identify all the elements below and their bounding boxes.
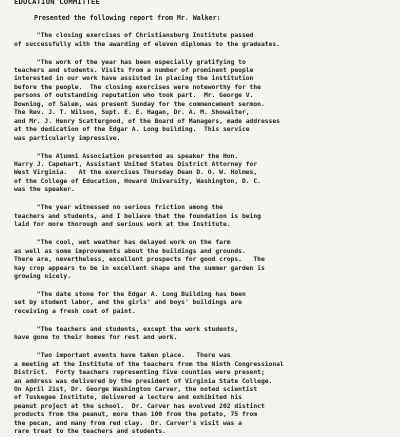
report-paragraph — [14, 32, 390, 49]
paragraph-line: "The Alumni Association presented as speaker the Hon. — [14, 152, 239, 160]
paragraph-line: the pecan, and many from red clay. Dr. Carver's visit was a — [14, 419, 242, 427]
paragraph-line: hay crop appears to be in excellent shape and the summer garden is — [14, 264, 265, 272]
paragraph-line: receiving a fresh coat of paint. — [14, 307, 136, 315]
paragraph-line: There are, nevertheless, excellent prospects for good crops. The — [14, 256, 265, 264]
paragraph-line: and Mr. J. Henry Scattergood, of the Board of Managers, made addresses — [14, 117, 280, 125]
paragraph-line: a meeting at the Institute of the teachers from the Ninth Congressional — [14, 360, 284, 368]
paragraph-line: was particularly impressive. — [14, 134, 121, 142]
report-paragraph — [14, 326, 390, 343]
paragraph-line: "The teachers and students, except the work students, — [14, 325, 239, 333]
paragraph-line: Harry J. Capehart, Assistant United States District Attorney for — [14, 160, 258, 168]
paragraph-line: growing nicely. — [14, 272, 71, 280]
intro-line: Presented the following report from Mr. Walker: — [34, 14, 221, 22]
paragraph-line: before the people. The closing exercises were noteworthy for the — [14, 83, 261, 91]
paragraph-line: Downing, of Salem, was present Sunday for the commencement sermon. — [14, 100, 265, 108]
report-paragraph — [14, 239, 390, 281]
paragraph-line: of the College of Education, Howard University, Washington, D. C. — [14, 177, 261, 185]
paragraph-line: of Tuskegee Institute, delivered a lecture and exhibited his — [14, 394, 242, 402]
report-body — [14, 32, 390, 437]
paragraph-line: laid for more thorough and serious work at the Institute. — [14, 221, 231, 229]
paragraph-line: products from the peanut, more than 100 from the potato, 75 from — [14, 411, 258, 419]
paragraph-line: The Rev. J. T. Wilson, Supt. E. E. Hagan, Dr. A. M. Showalter, — [14, 109, 250, 117]
paragraph-line: was the speaker. — [14, 186, 75, 194]
paragraph-line: teachers and students. Visits from a number of prominent people — [14, 66, 254, 74]
paragraph-line: an address was delivered by the president of Virginia State College. — [14, 377, 273, 385]
report-paragraph — [14, 291, 390, 316]
paragraph-line: persons of outstanding reputation who took part. Mr. George V. — [14, 92, 254, 100]
paragraph-line: West Virginia. At the exercises Thursday Dean D. O. W. Holmes, — [14, 169, 258, 177]
paragraph-line: "Two important events have taken place. There was — [14, 352, 231, 360]
paragraph-line: as well as some improvements about the buildings and grounds. — [14, 247, 246, 255]
paragraph-line: "The cool, wet weather has delayed work on the farm — [14, 239, 231, 247]
section-heading: EDUCATION COMMITTEE — [14, 0, 101, 6]
report-paragraph — [14, 59, 390, 144]
paragraph-line: set by student labor, and the girls' and boys' buildings are — [14, 299, 242, 307]
paragraph-line: District. Forty teachers representing five counties were present; — [14, 369, 265, 377]
report-paragraph — [14, 204, 390, 229]
paragraph-line: "The closing exercises of Christiansburg Institute passed — [14, 32, 254, 40]
paragraph-line: "The year witnessed no serious friction among the — [14, 204, 223, 212]
paragraph-line: teachers and students, and I believe that the foundation is being — [14, 212, 261, 220]
paragraph-line: have gone to their homes for rest and work. — [14, 334, 178, 342]
paragraph-line: On April 21st, Dr. George Washington Carver, the noted scientist — [14, 386, 258, 393]
paragraph-line: rare treat to the teachers and students. — [14, 428, 166, 436]
report-paragraph — [14, 153, 390, 195]
paragraph-line: of successfully with the awarding of eleven diplomas to the graduates. — [14, 40, 280, 48]
paragraph-line: interested in our work have assisted in placing the institution — [14, 75, 254, 83]
paragraph-line: at the dedication of the Edgar A. Long building. This service — [14, 126, 250, 134]
paragraph-line: "The date stone for the Edgar A. Long Building has been — [14, 290, 246, 298]
paragraph-line: peanut project at the school. Dr. Carver has evolved 202 distinct — [14, 402, 265, 410]
report-paragraph — [14, 352, 390, 437]
paragraph-line: "The work of the year has been especially gratifying to — [14, 58, 246, 66]
